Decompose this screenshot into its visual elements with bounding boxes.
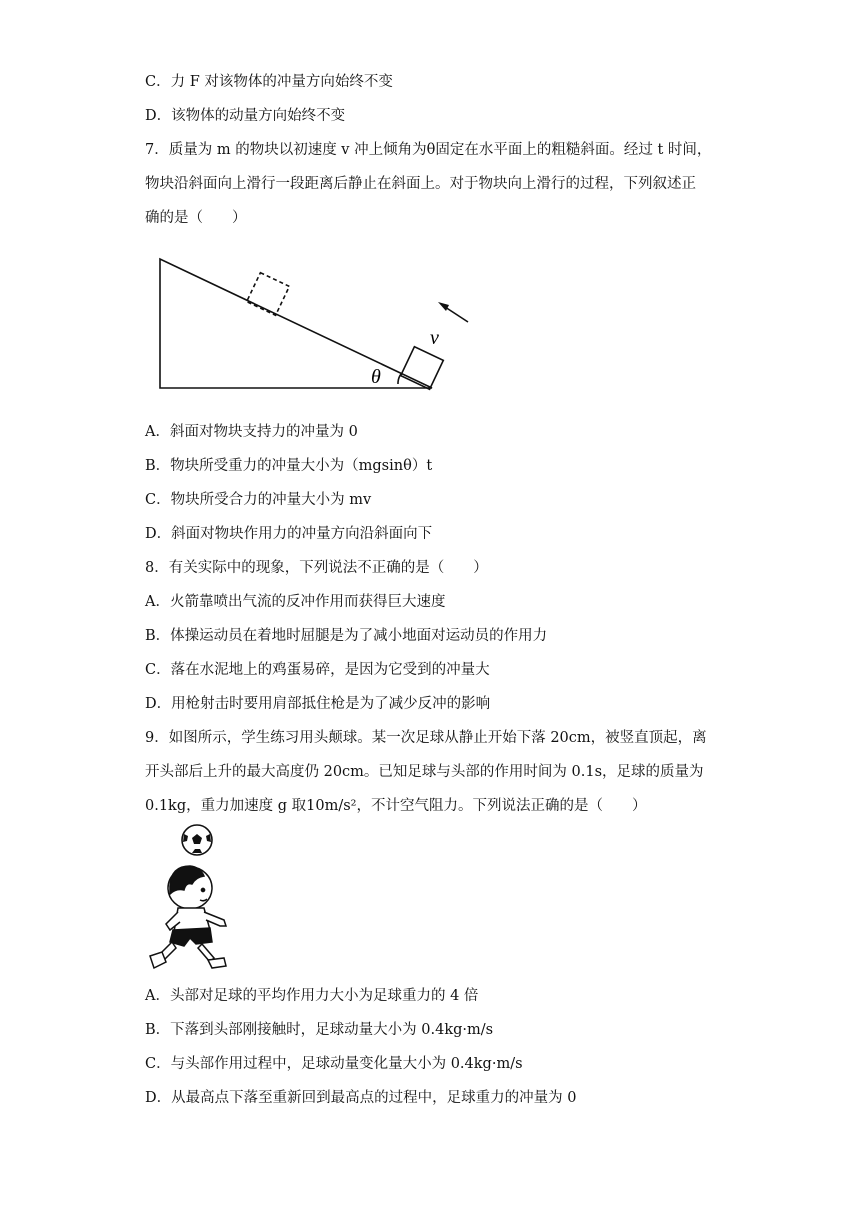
q9-option-d: D．从最高点下落至重新回到最高点的过程中，足球重力的冲量为 0: [145, 1090, 577, 1106]
angle-label: θ: [371, 366, 381, 388]
q9-option-b: B．下落到头部刚接触时，足球动量大小为 0.4kg·m/s: [145, 1022, 494, 1038]
q7-stem-line2: 物块沿斜面向上滑行一段距离后静止在斜面上。对于物块向上滑行的过程，下列叙述正: [145, 176, 696, 192]
q7-stem-line1: 7．质量为 m 的物块以初速度 v 冲上倾角为θ固定在水平面上的粗糙斜面。经过 t 时间，: [145, 142, 712, 158]
q8-stem: 8．有关实际中的现象，下列说法不正确的是（ ）: [145, 560, 488, 576]
q9-stem-line3: 0.1kg，重力加速度 g 取10m/s²，不计空气阻力。下列说法正确的是（ ）: [145, 798, 647, 814]
heading-ball-figure: [140, 820, 250, 975]
velocity-arrow-head: [438, 302, 449, 311]
q7-option-c: C．物块所受合力的冲量大小为 mv: [145, 492, 372, 508]
student-icon: [150, 866, 226, 968]
q8-option-a: A．火箭靠喷出气流的反冲作用而获得巨大速度: [145, 594, 446, 610]
q9-stem-line2: 开头部后上升的最大高度仍 20cm。已知足球与头部的作用时间为 0.1s，足球的质量为: [145, 764, 704, 780]
incline-figure: [150, 250, 490, 400]
q7-option-a: A．斜面对物块支持力的冲量为 0: [145, 424, 358, 440]
q6-option-d: D．该物体的动量方向始终不变: [145, 108, 346, 124]
q9-option-a: A．头部对足球的平均作用力大小为足球重力的 4 倍: [145, 988, 479, 1004]
q7-option-d: D．斜面对物块作用力的冲量方向沿斜面向下: [145, 526, 433, 542]
soccer-ball-icon: [182, 825, 212, 855]
q9-option-c: C．与头部作用过程中，足球动量变化量大小为 0.4kg·m/s: [145, 1056, 523, 1072]
incline-triangle: [160, 259, 432, 388]
q8-option-d: D．用枪射击时要用肩部抵住枪是为了减少反冲的影响: [145, 696, 491, 712]
q7-option-b: B．物块所受重力的冲量大小为（mgsinθ）t: [145, 458, 433, 474]
q7-stem-line3: 确的是（ ）: [145, 210, 247, 226]
q8-option-b: B．体操运动员在着地时屈腿是为了减小地面对运动员的作用力: [145, 628, 548, 644]
angle-arc: [398, 374, 401, 384]
velocity-label: v: [430, 327, 439, 349]
q8-option-c: C．落在水泥地上的鸡蛋易碎，是因为它受到的冲量大: [145, 662, 490, 678]
q9-stem-line1: 9．如图所示，学生练习用头颠球。某一次足球从静止开始下落 20cm，被竖直顶起，离: [145, 730, 707, 746]
block-final-position-dashed: [247, 273, 290, 316]
q6-option-c: C．力 F 对该物体的冲量方向始终不变: [145, 74, 393, 90]
